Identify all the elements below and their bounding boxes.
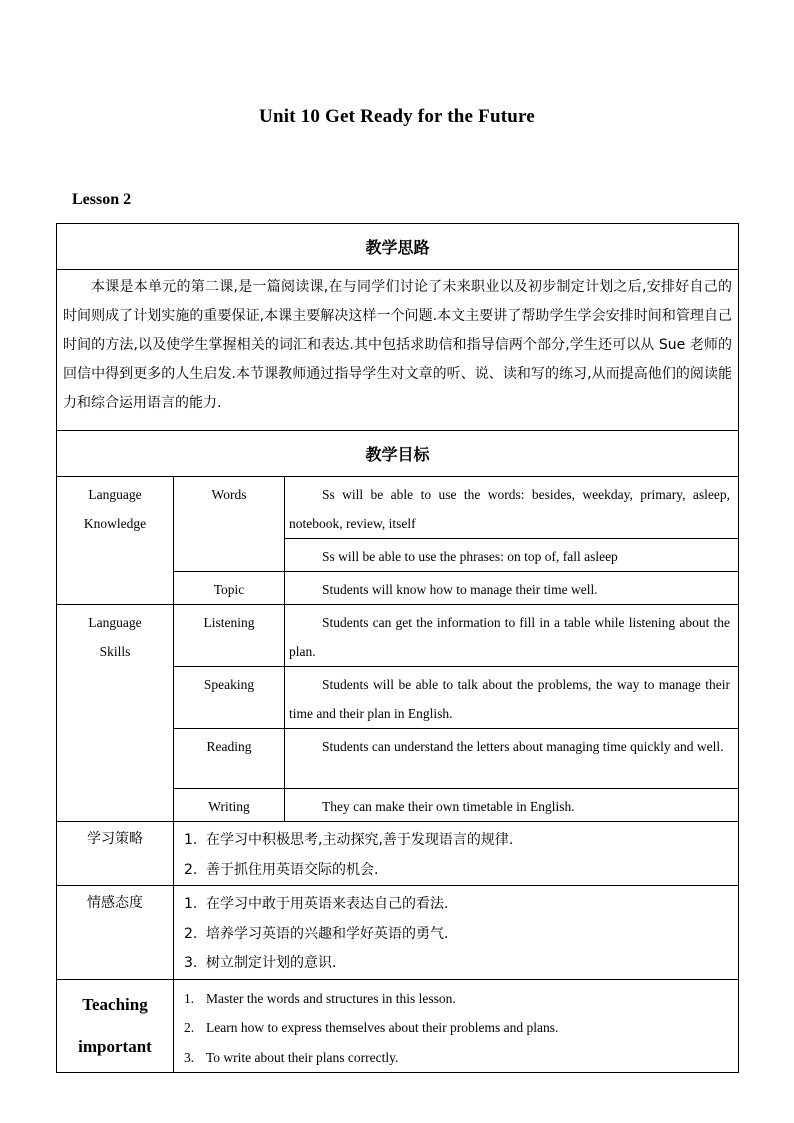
words-row [57, 477, 739, 539]
listening-desc [285, 605, 739, 667]
reading-desc [285, 729, 739, 789]
document-title: Unit 10 Get Ready for the Future [259, 106, 535, 127]
listening-row [57, 605, 739, 667]
writing-label: Writing [174, 789, 285, 822]
thinking-heading: 教学思路 [57, 224, 739, 270]
language-skills-label [57, 605, 174, 822]
listening-label: Listening [174, 605, 285, 667]
strategies-list [174, 822, 739, 886]
list-item: 3. To write about their plans correctly. [184, 1049, 399, 1065]
lesson-plan-table [56, 223, 739, 1073]
attitudes-list [174, 886, 739, 980]
strategies-label: 学习策略 [57, 822, 174, 886]
list-item: 1. 在学习中积极思考,主动探究,善于发现语言的规律. [184, 832, 514, 848]
attitudes-label: 情感态度 [57, 886, 174, 980]
words-label: Words [174, 477, 285, 572]
teaching-important-label [57, 979, 174, 1073]
topic-label: Topic [174, 572, 285, 605]
phrases-desc-text: Ss will be able to use the phrases: on top of, fall asleep [322, 549, 618, 564]
language-skills-label-line1: Language [88, 615, 142, 630]
speaking-desc [285, 667, 739, 729]
phrases-desc [285, 539, 739, 572]
language-knowledge-label-line1: Language [88, 487, 142, 502]
thinking-text: 本课是本单元的第二课,是一篇阅读课,在与同学们讨论了未来职业以及初步制定计划之后,安排好自己的时间则成了计划实施的重要保证,本课主要解决这样一个问题.本文主要讲了帮助学生学会安排时间和管理自己时间的方法,以及使学生掌握相关的词汇和表达.其中包括求助信和指导信两个部分,学生还可以从 Sue 老师的回信中得到更多的人生启发.本节课教师通过指导学生对文章的听、说、读和写的练习,从而提高他们的阅读能力和综合运用语言的能力. [57, 270, 739, 431]
teaching-important-row [57, 979, 739, 1073]
teaching-important-label-line1: Teaching [82, 994, 148, 1014]
goals-heading: 教学目标 [57, 431, 739, 477]
reading-desc-text: Students can understand the letters about managing time quickly and well. [322, 739, 724, 754]
topic-desc-text: Students will know how to manage their time well. [322, 582, 598, 597]
teaching-important-label-line2: important [78, 1036, 152, 1056]
attitudes-row [57, 886, 739, 980]
teaching-important-list [174, 979, 739, 1073]
writing-desc [285, 789, 739, 822]
thinking-heading-row [57, 224, 739, 270]
language-knowledge-label [57, 477, 174, 605]
language-knowledge-label-line2: Knowledge [83, 516, 147, 531]
list-item: 1. Master the words and structures in this lesson. [184, 990, 456, 1006]
writing-desc-text: They can make their own timetable in English. [322, 799, 575, 814]
list-item: 3. 树立制定计划的意识. [184, 955, 337, 971]
language-skills-label-line2: Skills [99, 644, 131, 659]
speaking-label: Speaking [174, 667, 285, 729]
list-item: 2. Learn how to express themselves about their problems and plans. [184, 1020, 559, 1035]
strategies-row [57, 822, 739, 886]
thinking-text-row [57, 270, 739, 431]
topic-desc [285, 572, 739, 605]
lesson-label: Lesson 2 [72, 191, 132, 208]
list-item: 2. 培养学习英语的兴趣和学好英语的勇气. [184, 925, 449, 942]
words-desc [285, 477, 739, 539]
list-item: 2. 善于抓住用英语交际的机会. [184, 861, 379, 878]
words-desc-text: Ss will be able to use the words: besides, weekday, primary, asleep, notebook, review, itself [289, 487, 730, 531]
reading-label: Reading [174, 729, 285, 789]
list-item: 1. 在学习中敢于用英语来表达自己的看法. [184, 896, 449, 912]
goals-heading-row [57, 431, 739, 477]
speaking-desc-text: Students will be able to talk about the problems, the way to manage their time and their plan in English. [289, 677, 730, 721]
listening-desc-text: Students can get the information to fill in a table while listening about the plan. [289, 615, 730, 659]
